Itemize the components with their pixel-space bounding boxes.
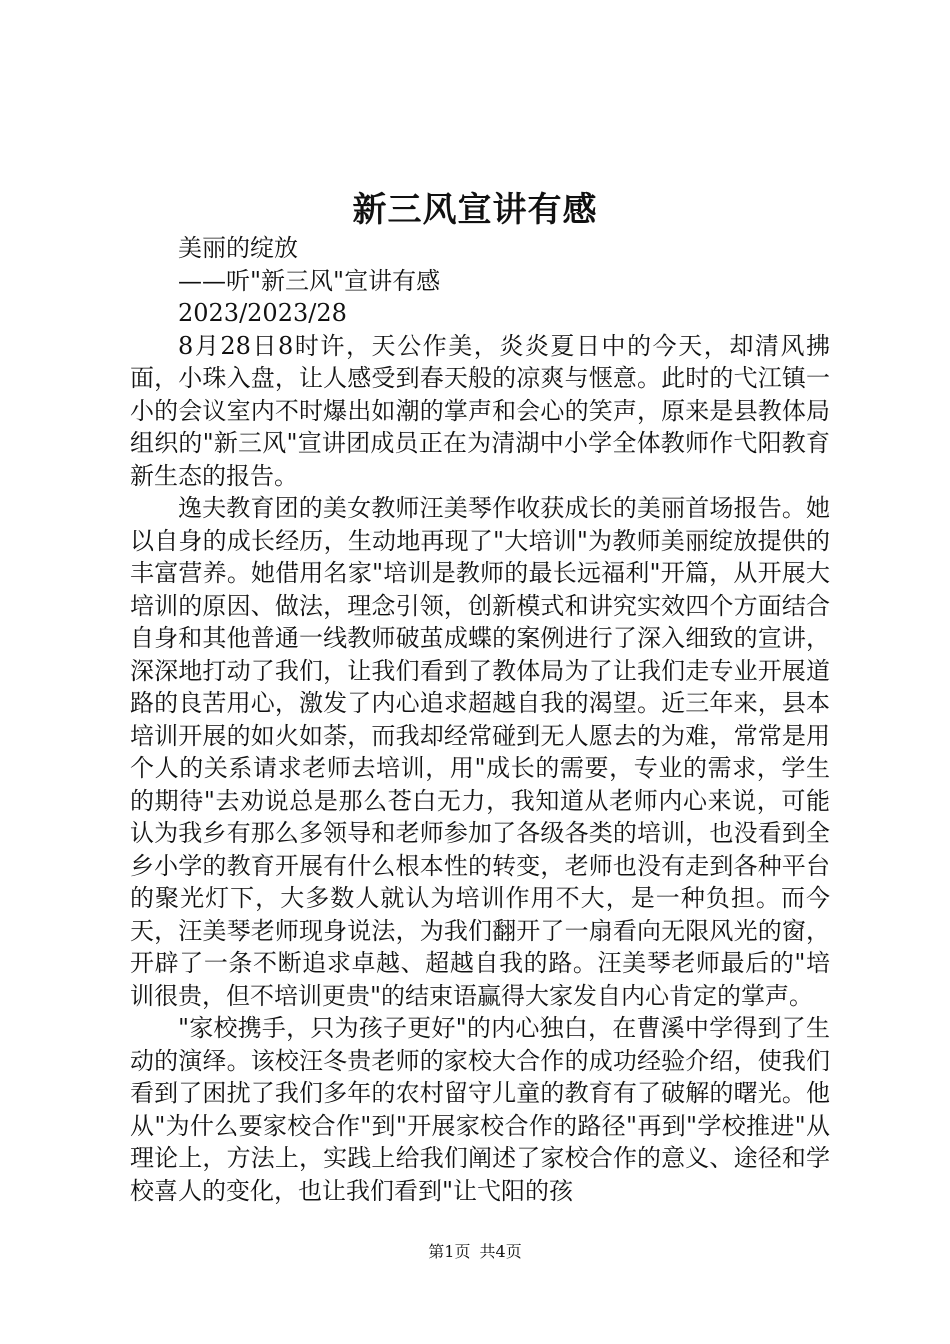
document-body [130, 232, 830, 1207]
page-footer [0, 1241, 950, 1263]
paragraph-3: "家校携手，只为孩子更好"的内心独白，在曹溪中学得到了生动的演绎。该校汪冬贵老师的家校大合作的成功经验介绍，使我们看到了困扰了我们多年的农村留守儿童的教育有了破解的曙光。他从"为什么要家校合作"到"开展家校合作的路径"再到"学校推进"从理论上，方法上，实践上给我们阐述了家校合作的意义、途径和学校喜人的变化，也让我们看到"让弋阳的孩 [130, 1014, 830, 1205]
page-total: 共4页 [479, 1242, 522, 1261]
paragraph-1: 8月28日8时许，天公作美，炎炎夏日中的今天，却清风拂面，小珠入盘，让人感受到春天般的凉爽与惬意。此时的弋江镇一小的会议室内不时爆出如潮的掌声和会心的笑声，原来是县教体局组织的"新三风"宣讲团成员正在为清湖中小学全体教师作弋阳教育新生态的报告。 [130, 331, 830, 490]
document-title: 新三风宣讲有感 [352, 190, 598, 230]
page-number: 第1页 [428, 1242, 471, 1261]
subtitle-line-2: ——听"新三风"宣讲有感 [178, 266, 441, 295]
subtitle: 美丽的绽放 [178, 234, 298, 262]
paragraph-2: 逸夫教育团的美女教师汪美琴作收获成长的美丽首场报告。她以自身的成长经历，生动地再现了"大培训"为教师美丽绽放提供的丰富营养。她借用名家"培训是教师的最长远福利"开篇，从开展大培训的原因、做法，理念引领，创新模式和讲究实效四个方面结合自身和其他普通一线教师破茧成蝶的案例进行了深入细致的宣讲，深深地打动了我们，让我们看到了教体局为了让我们走专业开展道路的良苦用心，激发了内心追求超越自我的渴望。近三年来，县本培训开展的如火如荼，而我却经常碰到无人愿去的为难，常常是用个人的关系请求老师去培训，用"成长的需要，专业的需求，学生的期待"去劝说总是那么苍白无力，我知道从老师内心来说，可能认为我乡有那么多领导和老师参加了各级各类的培训，也没看到全乡小学的教育开展有什么根本性的转变，老师也没有走到各种平台的聚光灯下，大多数人就认为培训作用不大，是一种负担。而今天，汪美琴老师现身说法，为我们翻开了一扇看向无限风光的窗，开辟了一条不断追求卓越、超越自我的路。汪美琴老师最后的"培训很贵，但不培训更贵"的结束语赢得大家发自内心肯定的掌声。 [130, 494, 830, 1010]
document-date: 2023/2023/28 [178, 299, 347, 327]
